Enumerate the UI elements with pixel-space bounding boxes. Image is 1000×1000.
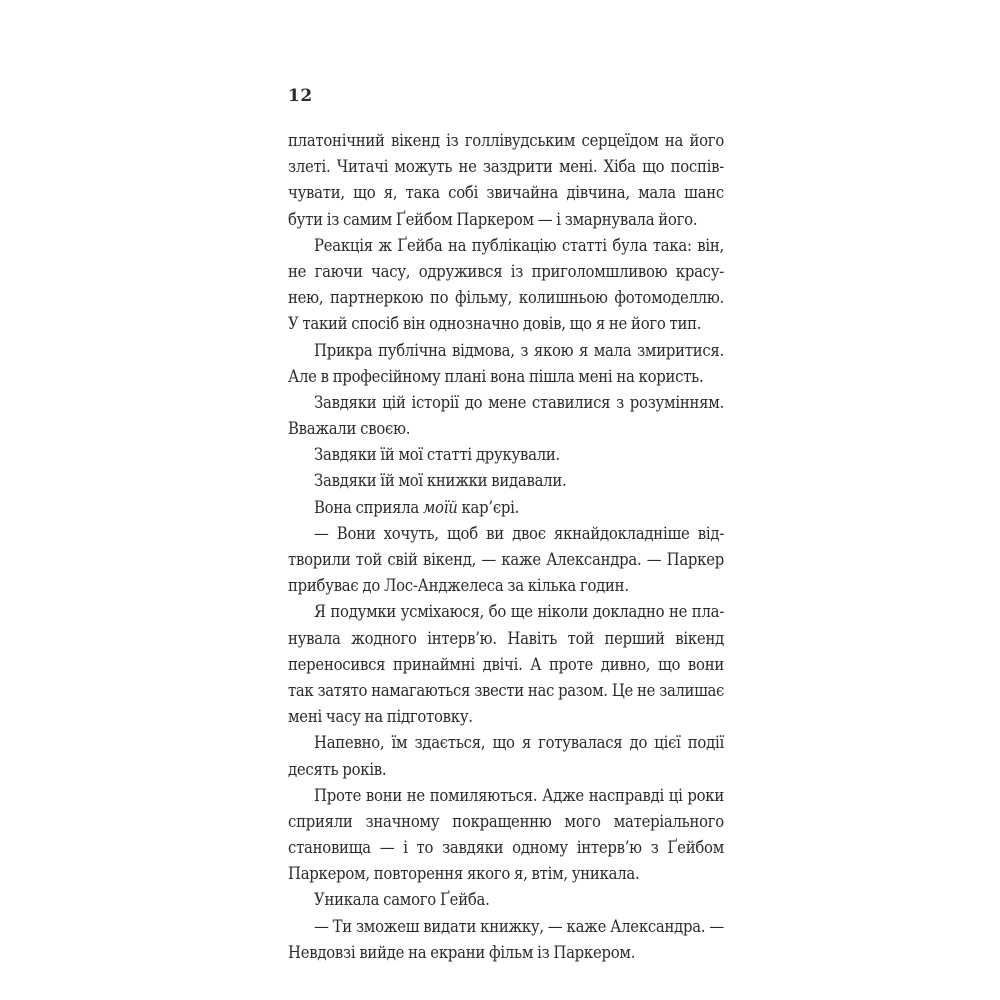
text-line: Уникала самого Ґейба. [314,890,490,910]
text-line [288,495,724,521]
text-line: не гаючи часу, одружився із приголомшливою красу- [288,261,724,281]
text-line: Реакція ж Ґейба на публікацію статті була така: він, [314,235,724,255]
text-line: бути із самим Ґейбом Паркером — і змарнувала його. [288,209,698,229]
text-line: становища — і то завдяки одному інтерв’ю з Ґейбом [288,838,724,858]
text-line-part: Вона сприяла [314,497,423,517]
text-line: Завдяки їй мої статті друкували. [314,445,560,465]
text-line: переносився принаймні двічі. А проте дивно, що вони [288,654,724,674]
text-line: Завдяки їй мої книжки видавали. [314,471,567,491]
text-line: нувала жодного інтерв’ю. Навіть той перший вікенд [288,628,724,648]
text-line: злеті. Читачі можуть не заздрити мені. Хіба що поспів- [288,157,724,177]
text-line: платонічний вікенд із голлівудським серцеїдом на його [288,131,724,150]
text-line: прибуває до Лос-Анджелеса за кілька годин. [288,576,629,596]
text-line: нею, партнеркою по фільму, колишньою фотомоделлю. [288,288,724,308]
text-line: творили той свій вікенд, — каже Александра. — Паркер [288,550,724,569]
text-line: Проте вони не помиляються. Адже насправді ці роки [314,785,724,805]
page-number: 12 [288,86,313,106]
text-line: так затято намагаються звести нас разом. Це не залишає [288,680,724,700]
body-text [288,128,724,966]
text-line: Вважали своєю. [288,419,411,439]
text-line: У такий спосіб він однозначно довів, що я не його тип. [288,314,702,334]
text-line: Паркером, повторення якого я, втім, уникала. [288,864,640,884]
text-line: Невдовзі вийде на екрани фільм із Паркером. [288,942,636,962]
emphasized-word: моїй [423,497,458,517]
text-line-part: кар’єрі. [457,497,520,517]
text-line: — Ти зможеш видати книжку, — каже Александра. — [314,916,724,936]
text-line: Завдяки цій історії до мене ставилися з розумінням. [314,392,724,412]
text-line: Але в професійному плані вона пішла мені на користь. [288,366,704,386]
text-line: сприяли значному покращенню мого матеріального [288,811,724,831]
text-line: мені часу на підготовку. [288,707,473,727]
text-line: Прикра публічна відмова, з якою я мала змиритися. [314,340,724,360]
text-line: — Вони хочуть, щоб ви двоє якнайдокладніше від- [314,523,724,543]
text-line: десять років. [288,759,387,779]
text-line: Напевно, їм здається, що я готувалася до цієї події [314,733,724,753]
text-line: Я подумки усміхаюся, бо ще ніколи докладно не пла- [314,602,724,622]
text-line: чувати, що я, така собі звичайна дівчина, мала шанс [288,183,724,203]
